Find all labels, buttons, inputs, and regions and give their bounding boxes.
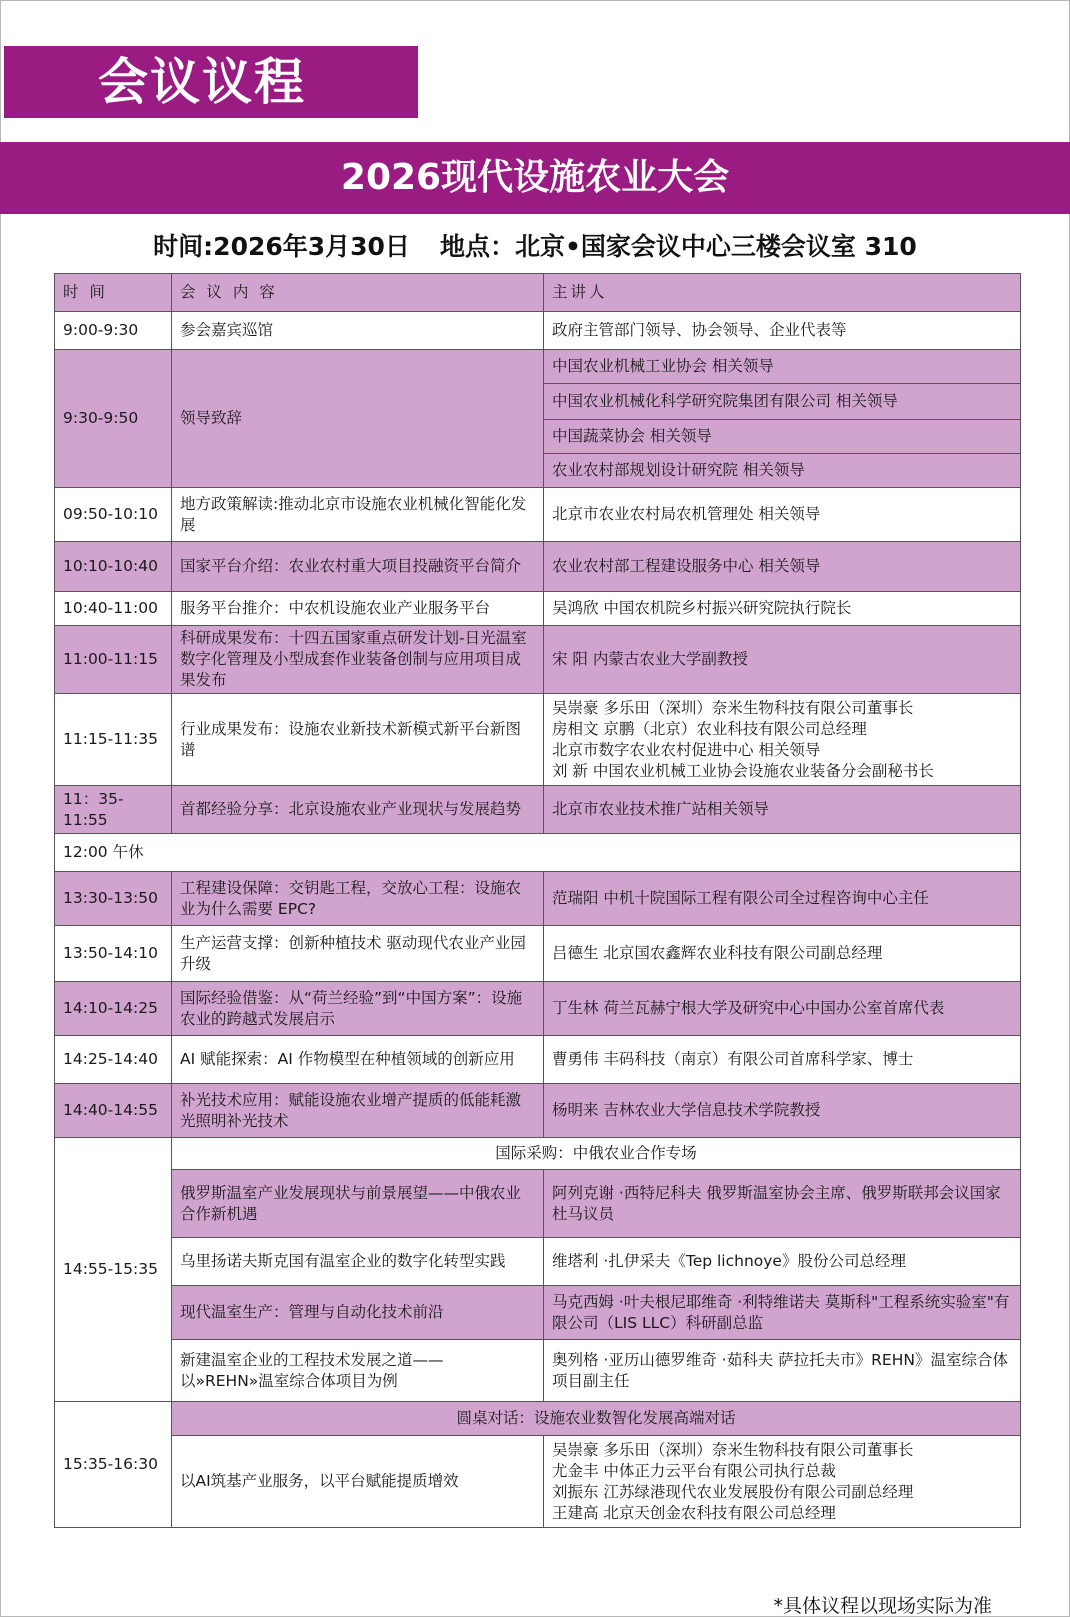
row-content: 首都经验分享：北京设施农业产业现状与发展趋势	[172, 786, 544, 834]
section-title: 国际采购：中俄农业合作专场	[172, 1138, 1021, 1170]
row-speaker: 曹勇伟 丰码科技（南京）有限公司首席科学家、博士	[544, 1036, 1021, 1084]
meeting-time: 时间:2026年3月30日	[153, 232, 410, 261]
row-time: 14:10-14:25	[55, 982, 172, 1036]
lunch-break-row	[55, 834, 1021, 872]
table-row	[55, 1084, 1021, 1138]
row-content: 科研成果发布：十四五国家重点研发计划-日光温室数字化管理及小型成套作业装备创制与应用项目成果发布	[172, 626, 544, 694]
row-speaker: 政府主管部门领导、协会领导、企业代表等	[544, 312, 1021, 350]
row-speaker: 杨明来 吉林农业大学信息技术学院教授	[544, 1084, 1021, 1138]
table-row	[55, 694, 1021, 786]
row-time: 9:30-9:50	[55, 350, 172, 488]
row-speakers	[544, 1436, 1021, 1528]
table-row	[55, 350, 1021, 384]
row-time: 11：35-11:55	[55, 786, 172, 834]
row-time: 15:35-16:30	[55, 1402, 172, 1528]
banner-title: 会议议程	[4, 46, 418, 118]
row-time: 11:00-11:15	[55, 626, 172, 694]
table-row	[55, 786, 1021, 834]
table-row	[55, 626, 1021, 694]
meeting-location: 地点：北京•国家会议中心三楼会议室 310	[439, 232, 917, 261]
row-speaker: 维塔利 ·扎伊采夫《Tep lichnoye》股份公司总经理	[544, 1238, 1021, 1286]
row-time: 09:50-10:10	[55, 488, 172, 542]
row-content: 俄罗斯温室产业发展现状与前景展望——中俄农业合作新机遇	[172, 1170, 544, 1238]
footnote: *具体议程以现场实际为准	[773, 1595, 992, 1617]
row-speaker: 吴鸿欣 中国农机院乡村振兴研究院执行院长	[544, 592, 1021, 626]
table-header-row	[55, 274, 1021, 312]
row-content: 服务平台推介：中农机设施农业产业服务平台	[172, 592, 544, 626]
row-content: 以AI筑基产业服务，以平台赋能提质增效	[172, 1436, 544, 1528]
header-speaker: 主讲人	[544, 274, 1021, 312]
row-speaker: 农业农村部规划设计研究院 相关领导	[544, 454, 1021, 488]
row-content: 国际经验借鉴：从“荷兰经验”到“中国方案”：设施农业的跨越式发展启示	[172, 982, 544, 1036]
speaker-line: 刘 新 中国农业机械工业协会设施农业装备分会副秘书长	[552, 761, 934, 780]
row-time: 10:40-11:00	[55, 592, 172, 626]
row-speaker: 中国农业机械工业协会 相关领导	[544, 350, 1021, 384]
lunch-break: 12:00 午休	[55, 834, 1021, 872]
table-row	[55, 312, 1021, 350]
row-time: 10:10-10:40	[55, 542, 172, 592]
header-time: 时 间	[55, 274, 172, 312]
row-content: 地方政策解读:推动北京市设施农业机械化智能化发展	[172, 488, 544, 542]
table-row	[55, 542, 1021, 592]
table-row	[55, 592, 1021, 626]
row-content: 工程建设保障：交钥匙工程，交放心工程：设施农业为什么需要 EPC?	[172, 872, 544, 926]
row-speaker: 奥列格 ·亚历山德罗维奇 ·茹科夫 萨拉托夫市》REHN》温室综合体项目副主任	[544, 1340, 1021, 1402]
section-title: 圆桌对话：设施农业数智化发展高端对话	[172, 1402, 1021, 1436]
row-time: 9:00-9:30	[55, 312, 172, 350]
row-speaker: 农业农村部工程建设服务中心 相关领导	[544, 542, 1021, 592]
speaker-line: 王建高 北京天创金农科技有限公司总经理	[552, 1503, 836, 1522]
speaker-line: 房相文 京鹏（北京）农业科技有限公司总经理	[552, 719, 867, 738]
agenda-table	[54, 273, 1021, 1528]
table-row	[55, 1340, 1021, 1402]
row-time: 14:25-14:40	[55, 1036, 172, 1084]
row-content: 现代温室生产：管理与自动化技术前沿	[172, 1286, 544, 1340]
speaker-line: 尤金丰 中体正力云平台有限公司执行总裁	[552, 1461, 836, 1480]
row-speaker: 宋 阳 内蒙古农业大学副教授	[544, 626, 1021, 694]
table-row	[55, 1170, 1021, 1238]
section-header-row	[55, 1138, 1021, 1170]
speaker-line: 吴崇豪 多乐田（深圳）奈米生物科技有限公司董事长	[552, 698, 914, 717]
row-content: 行业成果发布：设施农业新技术新模式新平台新图谱	[172, 694, 544, 786]
row-time: 13:50-14:10	[55, 926, 172, 982]
table-row	[55, 872, 1021, 926]
row-speaker: 范瑞阳 中机十院国际工程有限公司全过程咨询中心主任	[544, 872, 1021, 926]
row-content: 新建温室企业的工程技术发展之道——以»REHN»温室综合体项目为例	[172, 1340, 544, 1402]
row-speaker: 北京市农业农村局农机管理处 相关领导	[544, 488, 1021, 542]
speaker-line: 吴崇豪 多乐田（深圳）奈米生物科技有限公司董事长	[552, 1440, 914, 1459]
row-time: 11:15-11:35	[55, 694, 172, 786]
section-header-row	[55, 1402, 1021, 1436]
row-speaker: 北京市农业技术推广站相关领导	[544, 786, 1021, 834]
row-content: 领导致辞	[172, 350, 544, 488]
row-speaker: 马克西姆 ·叶夫根尼耶维奇 ·利特维诺夫 莫斯科"工程系统实验室"有限公司（LIS LLC）科研副总监	[544, 1286, 1021, 1340]
table-row	[55, 1238, 1021, 1286]
table-row	[55, 1436, 1021, 1528]
table-row	[55, 488, 1021, 542]
row-content: 国家平台介绍：农业农村重大项目投融资平台简介	[172, 542, 544, 592]
speaker-line: 刘振东 江苏绿港现代农业发展股份有限公司副总经理	[552, 1482, 914, 1501]
row-speaker: 中国蔬菜协会 相关领导	[544, 420, 1021, 454]
row-speaker: 阿列克谢 ·西特尼科夫 俄罗斯温室协会主席、俄罗斯联邦会议国家杜马议员	[544, 1170, 1021, 1238]
row-content: 参会嘉宾巡馆	[172, 312, 544, 350]
row-content: 乌里扬诺夫斯克国有温室企业的数字化转型实践	[172, 1238, 544, 1286]
row-content: 生产运营支撑：创新种植技术 驱动现代农业产业园升级	[172, 926, 544, 982]
row-speaker: 中国农业机械化科学研究院集团有限公司 相关领导	[544, 384, 1021, 420]
row-time: 14:55-15:35	[55, 1138, 172, 1402]
conference-title: 2026现代设施农业大会	[0, 142, 1070, 214]
speaker-line: 北京市数字农业农村促进中心 相关领导	[552, 740, 821, 759]
table-row	[55, 1286, 1021, 1340]
row-speaker: 丁生林 荷兰瓦赫宁根大学及研究中心中国办公室首席代表	[544, 982, 1021, 1036]
row-time: 14:40-14:55	[55, 1084, 172, 1138]
row-speakers	[544, 694, 1021, 786]
row-speaker: 吕德生 北京国农鑫辉农业科技有限公司副总经理	[544, 926, 1021, 982]
header-content: 会 议 内 容	[172, 274, 544, 312]
table-row	[55, 926, 1021, 982]
row-content: AI 赋能探索：AI 作物模型在种植领域的创新应用	[172, 1036, 544, 1084]
row-time: 13:30-13:50	[55, 872, 172, 926]
table-row	[55, 1036, 1021, 1084]
row-content: 补光技术应用：赋能设施农业增产提质的低能耗激光照明补光技术	[172, 1084, 544, 1138]
meeting-info	[0, 229, 1070, 265]
table-row	[55, 982, 1021, 1036]
